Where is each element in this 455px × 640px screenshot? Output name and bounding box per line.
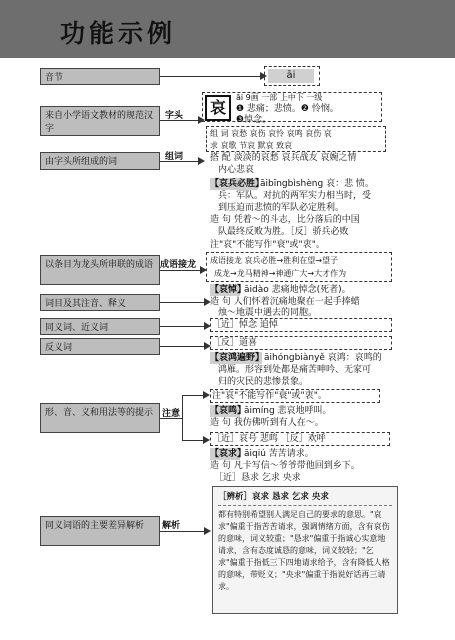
aihong-head: 【哀鸿遍野】 bbox=[210, 353, 265, 363]
aihong-line-3: 归的灾民的悲惨景象。 bbox=[218, 377, 309, 387]
aiming-line-2: 造 句 我仿佛听到有人在～。 bbox=[210, 418, 324, 428]
aiqiu-head: 【哀求】 bbox=[210, 449, 247, 459]
connector-line bbox=[160, 76, 260, 77]
dapei-line-1: 搭 配 淡淡的哀愁 哀兵战友 哀婉之情 bbox=[210, 153, 357, 163]
label-zhuyi: 形、音、义和用法等的提示 bbox=[40, 403, 160, 433]
connector-line bbox=[182, 395, 204, 396]
tag-zitou: 字头 bbox=[165, 111, 184, 121]
aidao-line-3: 烛～地震中遇去的同胞。 bbox=[218, 308, 318, 318]
aidao-synonyms: ［近］悼念 追悼 bbox=[212, 320, 278, 330]
headword-char: 哀 bbox=[205, 95, 231, 121]
aiqiu-line-2: 造 句 凡卡写信～爷爷带他回到乡下。 bbox=[210, 461, 360, 471]
page-title: 功能示例 bbox=[60, 19, 177, 48]
aibing-line-4: 造 句 凭着～的斗志，比分落后的中国 bbox=[210, 215, 360, 225]
tag-zuci: 组词 bbox=[165, 152, 184, 162]
aibing-line-2: 兵：军队。对抗的两军实力相当时，受 bbox=[218, 191, 372, 201]
char-info: āi 9画 一部 上中下 一级 bbox=[236, 93, 323, 102]
connector-line bbox=[182, 395, 183, 441]
aibing-note: 注"哀"不能写作"衰"或"衷"。 bbox=[210, 240, 325, 250]
arrow-icon bbox=[204, 527, 211, 535]
tag-jiexi: 解析 bbox=[162, 521, 181, 531]
label-yinjie: 音节 bbox=[40, 68, 160, 85]
label-jiexi: 同义词语的主要差异解析 bbox=[40, 516, 160, 546]
note-2: 注"哀"不能写作"衰"或"衷"。 bbox=[212, 391, 327, 401]
zuci-line-1: 组 词 哀愁 哀伤 哀怜 哀鸣 哀伤 哀 bbox=[210, 129, 332, 138]
dapei-line-2: 内心悲哀 bbox=[218, 165, 255, 175]
aiming-def: āimíng 悲哀地呼叫。 bbox=[244, 406, 332, 416]
aibing-head: 【哀兵必胜】 bbox=[210, 179, 265, 189]
label-zitou-source: 来自小学语文教材的规范汉字 bbox=[40, 106, 160, 136]
aidao-head: 【哀悼】 bbox=[210, 285, 247, 295]
label-chengyu: 以条目为龙头所串联的成语 bbox=[40, 255, 160, 285]
aidao-antonyms: ［反］道喜 bbox=[212, 338, 258, 348]
aiming-line-3: ［近］哀号 悲鸣 ［反］欢呼 bbox=[212, 434, 326, 444]
aihong-line-2: 鸿雁。形容到处都是痛苦呻吟、无家可 bbox=[218, 365, 372, 375]
aibing-line-5: 队最终反败为胜。［反］骄兵必败 bbox=[218, 227, 349, 237]
arrow-icon bbox=[203, 436, 210, 444]
analysis-box bbox=[212, 486, 398, 614]
zuci-line-2: 求 哀歌 节哀 默哀 致哀 bbox=[210, 141, 293, 150]
page-header bbox=[0, 0, 455, 58]
connector-line bbox=[160, 326, 204, 327]
aiqiu-def: āiqiú 苦苦请求。 bbox=[244, 449, 314, 459]
analysis-head: ［辨析］哀求 恳求 乞求 央求 bbox=[218, 491, 392, 506]
tag-chengyu: 成语接龙 bbox=[160, 260, 197, 270]
chengyu-chain-1: 成语接龙 哀兵必胜→胜利在望→望子 bbox=[210, 256, 338, 265]
aihong-def: āihóngbiànyě 哀鸿：哀鸣的 bbox=[264, 353, 382, 363]
chengyu-chain-2: 成龙→龙马精神→神通广大→大才作为 bbox=[214, 269, 347, 278]
connector-line bbox=[182, 440, 204, 441]
connector-line bbox=[160, 346, 204, 347]
meaning-2: ❸悼念。 bbox=[236, 115, 272, 125]
tag-zhuyi: 注意 bbox=[162, 409, 181, 419]
aibing-pinyin: āibīngbìshèng 哀：悲 愤。 bbox=[260, 179, 374, 189]
label-zitou-words: 由字头所组成的词 bbox=[40, 152, 160, 170]
arrow-icon bbox=[203, 391, 210, 399]
label-ciyu: 词目及其注音、释义 bbox=[40, 294, 160, 311]
connector-line bbox=[160, 302, 204, 303]
label-fanyi: 反义词 bbox=[40, 338, 160, 355]
aiming-head: 【哀鸣】 bbox=[210, 406, 247, 416]
connector-line bbox=[160, 270, 200, 271]
aidao-line-2: 造 句 人们怀着沉痛地聚在一起手捧蜡 bbox=[210, 297, 360, 307]
label-tongyi: 同义词、近义词 bbox=[40, 318, 160, 335]
meaning-1: ❶ 悲痛；悲愤。❷ 怜悯。 bbox=[236, 104, 339, 114]
analysis-body: 都有特别希望别人满足自己的要求的意思。"哀求"偏重于指苦苦请求，强调情绪方面，含有哀伤的意味，词义较重；"恳求"偏重于指诚心实意地请求，含有态度诚恳的意味，词义较轻；"乞求"偏重于指低三下四地请求给予，含有降低人格的意味，带贬义；"央求"偏重于指说好话再三请求。 bbox=[218, 510, 390, 591]
aiqiu-line-3: ［近］恳求 乞求 央求 bbox=[214, 473, 301, 483]
connector-line bbox=[160, 531, 204, 532]
arrow-icon bbox=[198, 157, 205, 165]
pinyin-box: āi bbox=[268, 69, 314, 83]
aidao-def: āidào 悲痛地悼念(死者)。 bbox=[244, 285, 351, 295]
aibing-line-3: 到压迫而悲愤的军队必定胜利。 bbox=[218, 203, 345, 213]
